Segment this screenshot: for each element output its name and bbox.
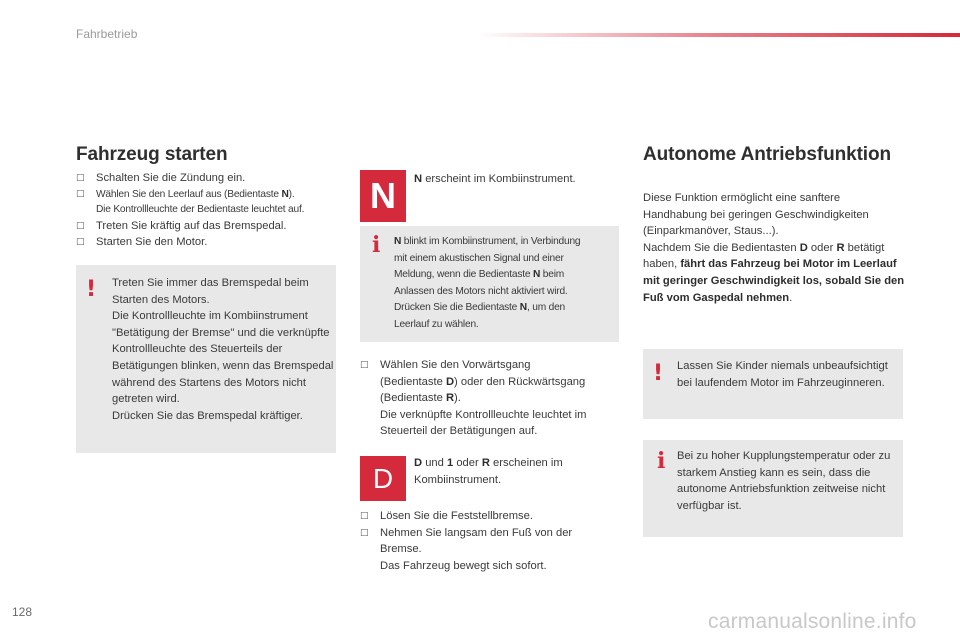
right-info-box	[643, 440, 903, 537]
right-info-text: Bei zu hoher Kupplungstemperatur oder zu starkem Anstieg kann es sein, dass die autonome Antriebsfunktion zeitweise nicht verfügbar ist.	[677, 450, 891, 512]
middle-info-box	[360, 226, 619, 342]
n-caption-key: N	[414, 173, 423, 185]
n-caption-text: erscheint im Kombiinstrument.	[422, 173, 576, 185]
left-warning-box	[76, 265, 336, 453]
info-icon: i	[657, 448, 666, 474]
info-line: mit einem akustischen Signal und einer	[394, 252, 564, 264]
warning-icon: !	[653, 361, 664, 386]
info-line: N blinkt im Kombiinstrument, in Verbindung	[394, 236, 581, 247]
d-badge-label: D	[372, 462, 394, 494]
n-badge-label: N	[370, 175, 396, 216]
step-parking-brake: □ Lösen Sie die Feststellbremse.	[360, 508, 622, 525]
info-line: Leerlauf zu wählen.	[394, 318, 479, 330]
step-ignition: □ Schalten Sie die Zündung ein.	[76, 170, 346, 187]
warning-icon: !	[86, 277, 97, 302]
info-icon: i	[372, 232, 381, 258]
step-neutral: □ Wählen Sie den Leerlauf aus (Bedientaste N).	[76, 187, 346, 203]
n-badge-icon	[360, 170, 406, 222]
middle-info-text	[394, 234, 618, 334]
right-paragraph: Diese Funktion ermöglicht eine sanftere Handhabung bei geringen Geschwindigkeiten (Einparkmanöver, Staus...). Nachdem Sie die Bedientasten D oder R betätigt haben, fährt das Fahrzeug bei Motor im Leerlauf mit geringer Geschwindigkeit los, sobald Sie den Fuß vom Gaspedal nehmen.	[643, 192, 905, 304]
d-caption: D und 1 oder R erscheinen im Kombiinstrument.	[414, 457, 563, 486]
watermark: carmanualsonline.info	[708, 610, 917, 633]
select-gear-step	[360, 357, 622, 440]
d-badge-icon	[360, 456, 406, 501]
info-line: Drücken Sie die Bedientaste N, um den	[394, 302, 566, 314]
left-title: Fahrzeug starten	[76, 144, 228, 165]
final-steps	[360, 508, 622, 574]
right-title: Autonome Antriebsfunktion	[643, 144, 891, 165]
right-warning-box	[643, 349, 903, 419]
n-caption	[414, 171, 614, 188]
section-label: Fahrbetrieb	[76, 27, 138, 41]
step-brake: □ Treten Sie kräftig auf das Bremspedal.	[76, 218, 346, 235]
step-release-brake: □ Nehmen Sie langsam den Fuß von der Bremse. Das Fahrzeug bewegt sich sofort.	[360, 525, 622, 575]
info-line: Anlassen des Motors nicht aktiviert wird.	[394, 285, 568, 297]
left-steps	[76, 170, 346, 251]
info-line: Meldung, wenn die Bedientaste N beim	[394, 269, 565, 281]
right-warning-text: Lassen Sie Kinder niemals unbeaufsichtigt bei laufendem Motor im Fahrzeuginneren.	[677, 360, 888, 389]
step-start: □ Starten Sie den Motor.	[76, 234, 346, 251]
select-gear-text: □ Wählen Sie den Vorwärtsgang (Bedientaste D) oder den Rückwärtsgang (Bedientaste R). Die verknüpfte Kontrollleuchte leuchtet im Steuerteil der Betätigungen auf.	[360, 357, 622, 440]
header-accent-bar	[478, 33, 960, 37]
step-neutral-note: Die Kontrollleuchte der Bedientaste leuchtet auf.	[96, 204, 305, 216]
left-warning-text: Treten Sie immer das Bremspedal beim Starten des Motors. Die Kontrollleuchte im Kombiinstrument "Betätigung der Bremse" und die verknüpfte Kontrollleuchte des Steuerteils der Betätigungen blinken, wenn das Bremspedal während des Startens des Motors nicht getreten wird. Drücken Sie das Bremspedal kräftiger.	[112, 277, 334, 422]
page-number: 128	[12, 605, 33, 619]
